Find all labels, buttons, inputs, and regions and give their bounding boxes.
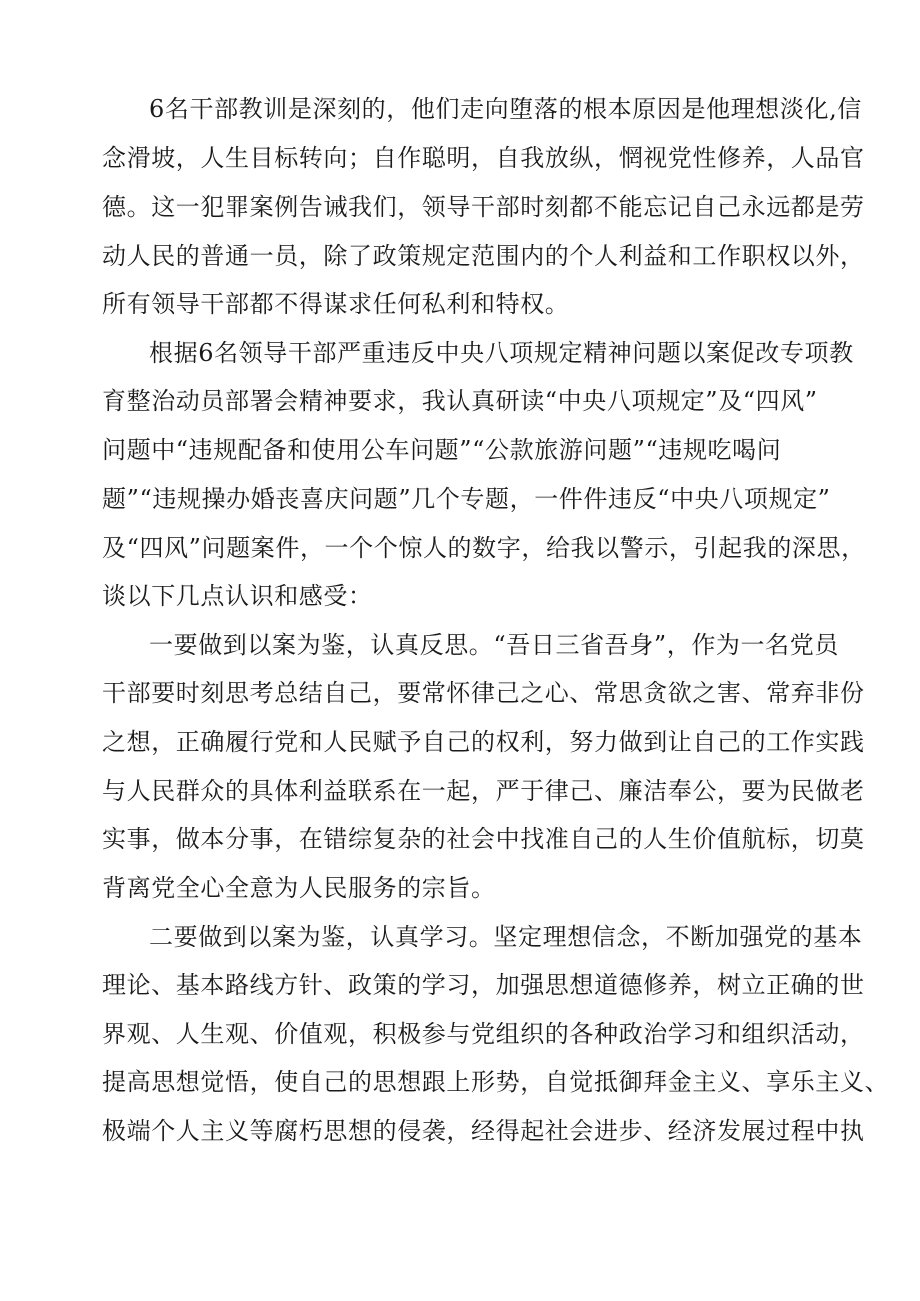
paragraph-2-line-1: 根据6名领导干部严重违反中央八项规定精神问题以案促改专项教 bbox=[149, 339, 854, 367]
paragraph-2-line-4: 题”“违规操办婚丧喜庆问题”几个专题，一件件违反“中央八项规定” bbox=[102, 485, 831, 513]
paragraph-1-line-4: 动人民的普通一员，除了政策规定范围内的个人利益和工作职权以外， bbox=[102, 242, 865, 270]
paragraph-3-line-3: 之想，正确履行党和人民赋予自己的权利，努力做到让自己的工作实践 bbox=[102, 728, 865, 756]
paragraph-1-line-2: 念滑坡，人生目标转向；自作聪明，自我放纵，惘视党性修养，人品官 bbox=[102, 144, 865, 172]
paragraph-1-line-3: 德。这一犯罪案例告诫我们，领导干部时刻都不能忘记自己永远都是劳 bbox=[102, 193, 865, 221]
paragraph-4-line-1: 二要做到以案为鉴，认真学习。坚定理想信念，不断加强党的基本 bbox=[149, 923, 863, 951]
paragraph-2-line-5: 及“四风”问题案件，一个个惊人的数字，给我以警示，引起我的深思， bbox=[102, 534, 866, 562]
paragraph-2-line-6: 谈以下几点认识和感受： bbox=[102, 582, 373, 610]
paragraph-2-line-3: 问题中“违规配备和使用公车问题”“公款旅游问题”“违规吃喝问 bbox=[102, 436, 782, 464]
paragraph-3-line-2: 干部要时刻思考总结自己，要常怀律己之心、常思贪欲之害、常弃非份 bbox=[102, 679, 865, 707]
paragraph-1-line-5: 所有领导干部都不得谋求任何私利和特权。 bbox=[102, 290, 570, 318]
paragraph-2-line-2: 育整治动员部署会精神要求，我认真研读“中央八项规定”及“四风” bbox=[102, 387, 818, 415]
paragraph-3-line-1: 一要做到以案为鉴，认真反思。“吾日三省吾身”，作为一名党员 bbox=[149, 631, 839, 659]
paragraph-1-line-1: 6名干部教训是深刻的，他们走向堕落的根本原因是他理想淡化,信 bbox=[149, 95, 862, 123]
paragraph-4-line-3: 界观、人生观、价值观，积极参与党组织的各种政治学习和组织活动， bbox=[102, 1020, 865, 1048]
paragraph-3-line-4: 与人民群众的具体利益联系在一起，严于律己、廉洁奉公，要为民做老 bbox=[102, 777, 865, 805]
paragraph-3-line-5: 实事，做本分事，在错综复杂的社会中找准自己的人生价值航标，切莫 bbox=[102, 825, 865, 853]
paragraph-4-line-4: 提高思想觉悟，使自己的思想跟上形势，自觉抵御拜金主义、享乐主义、 bbox=[102, 1068, 890, 1096]
paragraph-4-line-2: 理论、基本路线方针、政策的学习，加强思想道德修养，树立正确的世 bbox=[102, 971, 865, 999]
paragraph-3-line-6: 背离党全心全意为人民服务的宗旨。 bbox=[102, 874, 496, 902]
paragraph-4-line-5: 极端个人主义等腐朽思想的侵袭，经得起社会进步、经济发展过程中执 bbox=[102, 1117, 865, 1145]
